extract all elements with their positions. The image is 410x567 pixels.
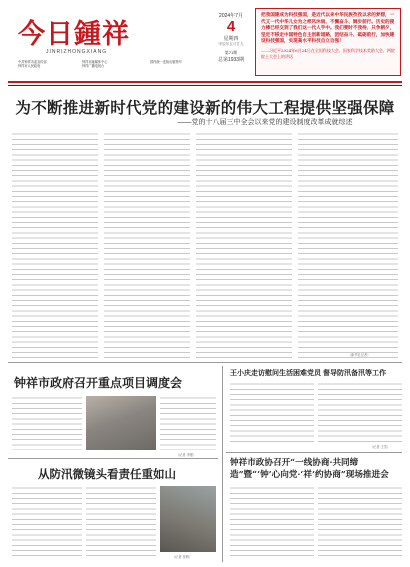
lead-article-col-3 [196,132,292,358]
date-day: 4 [226,18,236,35]
quote-source: ——习近平2024年6月24日在全国科技大会、国家科学技术奖励大会、两院院士大会上的讲话 [261,47,395,59]
cppcc-article-title: 钟祥市政协召开“一线协商·共同缔造”暨“‘钟’心向党·‘祥’约协商”现场推进会 [230,458,389,480]
masthead-contact [82,60,142,69]
meeting-author: （记者 李强） [176,453,197,457]
cppcc-article-text-2 [318,486,402,560]
masthead-pinyin: JINRIZHONGXIANG [46,49,108,55]
inspect-article-title: 王小庆走访慰问生活困难党员 督导防汛备汛等工作 [230,370,386,377]
lead-author: （新华社记者） [348,353,371,357]
flood-article-title: 从防汛微镜头看责任重如山 [38,467,176,481]
contact-line: 钟祥市融媒体中心 [82,60,108,64]
flood-photo [160,486,216,552]
meeting-article-text-2 [160,396,216,450]
lead-article-col-4 [298,132,398,358]
masthead-extra: 国内统一连续出版物号 [150,60,182,64]
inspect-author: （记者 王雪） [370,445,391,449]
contact-line: 钟祥广播电视台 [82,64,105,69]
lead-article-col-1 [12,132,98,358]
issue-number: 第71期 [224,50,238,55]
sponsor-line: 中共钟祥市委宣传部 [18,60,47,64]
masthead-rule-thin [8,85,402,86]
meeting-article-title: 钟祥市政府召开重点项目调度会 [14,376,183,390]
date-weekday: 星期四 [223,36,239,42]
lead-headline: 为不断推进新时代党的建设新的伟大工程提供坚强保障 [15,100,395,117]
cppcc-divider [226,452,402,453]
sponsor-line: 钟祥市人民政府 [18,64,41,69]
flood-article-text-2 [86,486,156,560]
flood-author: （记者 张明） [172,555,193,559]
lead-subheadline: ——党的十八届三中全会以来党的建设制度改革成就综述 [177,119,353,126]
meeting-photo [86,396,156,450]
date-box [213,12,249,63]
meeting-article-text [12,396,82,450]
quote-box [255,8,401,76]
cppcc-article-text [230,486,314,560]
date-lunar: 甲辰年五月廿九 [218,42,244,46]
quote-text: 把我国建成为科技强国，是近代以来中华民族孜孜以求的梦想，一代又一代中华儿女为之栉风沐雨、不懈奋斗、阔步前行。历史的接力棒已经交到了我们这一代人手中。我们要时不我待、只争朝夕，坚定不移走中国特色自主创新道路，团结奋斗、砥砺前行，加快建设科技强国，实现高水平科技自立自强！ [261,13,395,45]
total-issue: 总第1933期 [217,57,245,63]
lead-article-col-2 [104,132,190,358]
inspect-article-text-2 [318,382,402,442]
column-divider [222,366,223,562]
masthead-rule [8,81,402,83]
masthead-title: 今日鍾祥 [18,19,130,50]
section-divider [8,362,402,363]
inspect-article-text [230,382,314,442]
flood-divider [8,458,218,459]
flood-article-text [12,486,82,560]
masthead-sponsor [18,60,78,69]
date-year-month: 2024年7月 [219,13,243,19]
